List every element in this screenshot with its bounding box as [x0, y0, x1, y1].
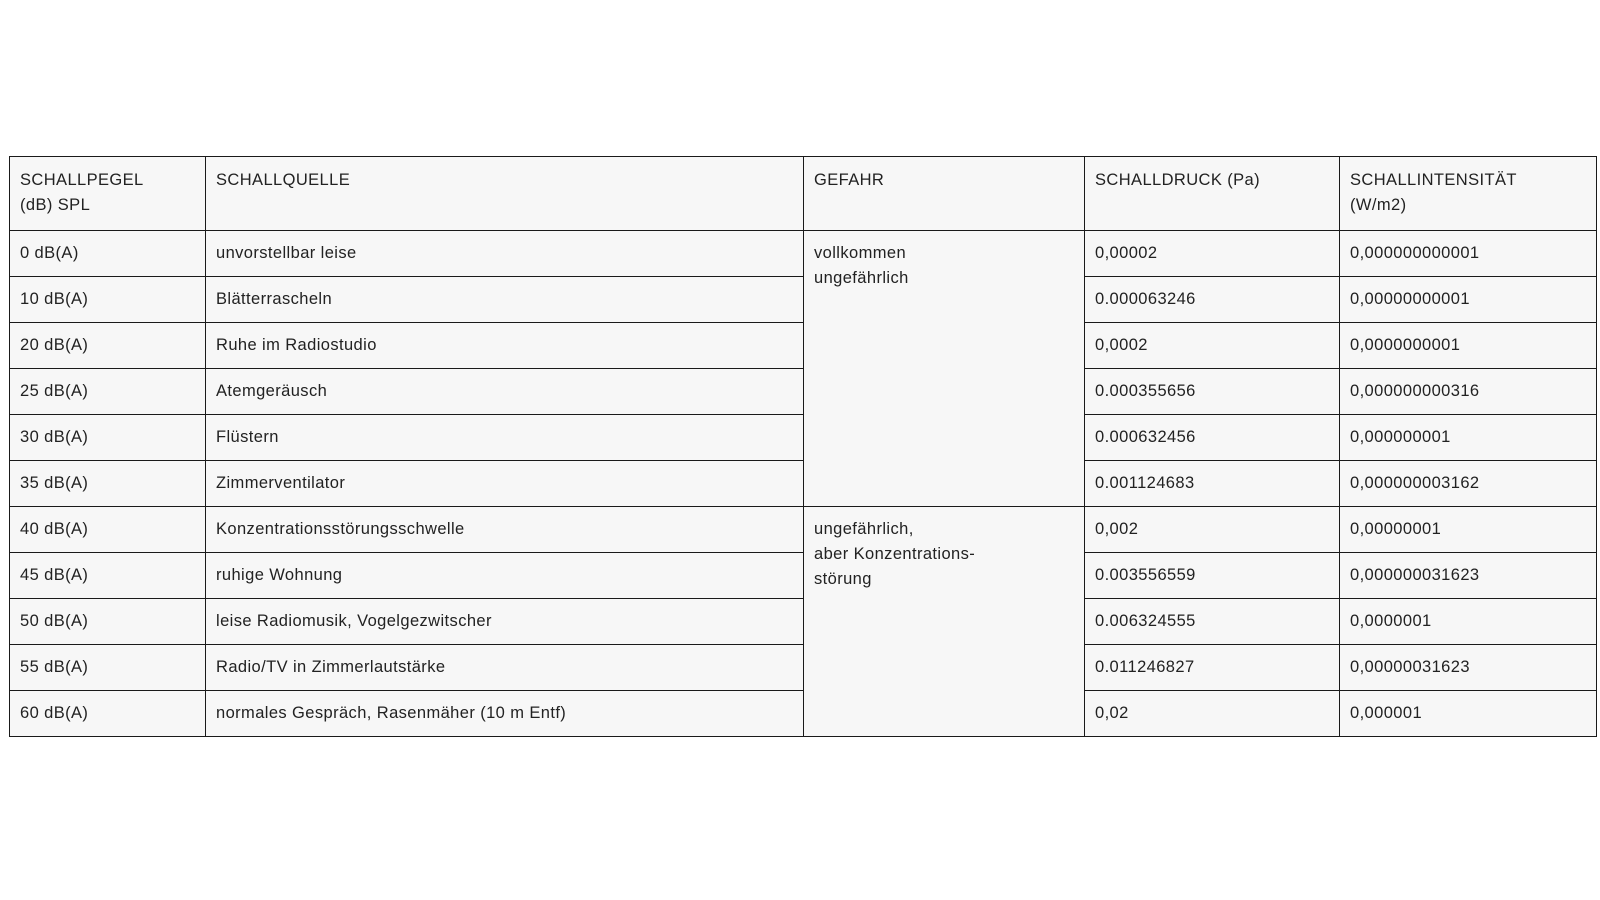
- cell-pressure: 0.003556559: [1085, 553, 1340, 599]
- cell-source: ruhige Wohnung: [206, 553, 804, 599]
- cell-intensity: 0,000000031623: [1340, 553, 1597, 599]
- cell-intensity: 0,0000001: [1340, 599, 1597, 645]
- cell-level: 30 dB(A): [10, 415, 206, 461]
- cell-intensity: 0,0000000001: [1340, 323, 1597, 369]
- cell-level: 0 dB(A): [10, 231, 206, 277]
- cell-source: Blätterrascheln: [206, 277, 804, 323]
- table-row: [10, 691, 1597, 737]
- cell-source: Atemgeräusch: [206, 369, 804, 415]
- table-row: [10, 323, 1597, 369]
- cell-intensity: 0,000000000001: [1340, 231, 1597, 277]
- header-danger: GEFAHR: [804, 157, 1085, 231]
- cell-level: 25 dB(A): [10, 369, 206, 415]
- header-pressure: SCHALLDRUCK (Pa): [1085, 157, 1340, 231]
- cell-pressure: 0.001124683: [1085, 461, 1340, 507]
- header-intensity: SCHALLINTENSITÄT (W/m2): [1340, 157, 1597, 231]
- cell-danger-safe: vollkommen ungefährlich: [804, 231, 1085, 507]
- table-row: [10, 277, 1597, 323]
- cell-level: 40 dB(A): [10, 507, 206, 553]
- cell-level: 10 dB(A): [10, 277, 206, 323]
- sound-level-table: [9, 156, 1597, 737]
- cell-danger-concentration: ungefährlich, aber Konzentrations- störung: [804, 507, 1085, 737]
- table-row: [10, 507, 1597, 553]
- cell-source: Flüstern: [206, 415, 804, 461]
- table-row: [10, 415, 1597, 461]
- table-row: [10, 231, 1597, 277]
- table-row: [10, 369, 1597, 415]
- cell-pressure: 0.000063246: [1085, 277, 1340, 323]
- cell-pressure: 0,002: [1085, 507, 1340, 553]
- cell-source: leise Radiomusik, Vogelgezwitscher: [206, 599, 804, 645]
- header-level: SCHALLPEGEL (dB) SPL: [10, 157, 206, 231]
- table-row: [10, 553, 1597, 599]
- cell-pressure: 0.000355656: [1085, 369, 1340, 415]
- cell-source: unvorstellbar leise: [206, 231, 804, 277]
- cell-intensity: 0,000000000316: [1340, 369, 1597, 415]
- cell-intensity: 0,000000003162: [1340, 461, 1597, 507]
- cell-level: 20 dB(A): [10, 323, 206, 369]
- cell-source: Konzentrationsstörungsschwelle: [206, 507, 804, 553]
- cell-level: 45 dB(A): [10, 553, 206, 599]
- table-row: [10, 645, 1597, 691]
- cell-source: Radio/TV in Zimmerlautstärke: [206, 645, 804, 691]
- cell-pressure: 0.000632456: [1085, 415, 1340, 461]
- cell-level: 35 dB(A): [10, 461, 206, 507]
- cell-level: 55 dB(A): [10, 645, 206, 691]
- cell-pressure: 0,02: [1085, 691, 1340, 737]
- table-row: [10, 461, 1597, 507]
- header-source: SCHALLQUELLE: [206, 157, 804, 231]
- cell-intensity: 0,00000000001: [1340, 277, 1597, 323]
- cell-intensity: 0,000000001: [1340, 415, 1597, 461]
- cell-intensity: 0,000001: [1340, 691, 1597, 737]
- cell-level: 50 dB(A): [10, 599, 206, 645]
- cell-source: Zimmerventilator: [206, 461, 804, 507]
- cell-source: Ruhe im Radiostudio: [206, 323, 804, 369]
- cell-source: normales Gespräch, Rasenmäher (10 m Entf): [206, 691, 804, 737]
- cell-intensity: 0,00000001: [1340, 507, 1597, 553]
- cell-pressure: 0.011246827: [1085, 645, 1340, 691]
- cell-pressure: 0,00002: [1085, 231, 1340, 277]
- cell-level: 60 dB(A): [10, 691, 206, 737]
- header-row: [10, 157, 1597, 231]
- cell-pressure: 0.006324555: [1085, 599, 1340, 645]
- cell-pressure: 0,0002: [1085, 323, 1340, 369]
- cell-intensity: 0,00000031623: [1340, 645, 1597, 691]
- table-row: [10, 599, 1597, 645]
